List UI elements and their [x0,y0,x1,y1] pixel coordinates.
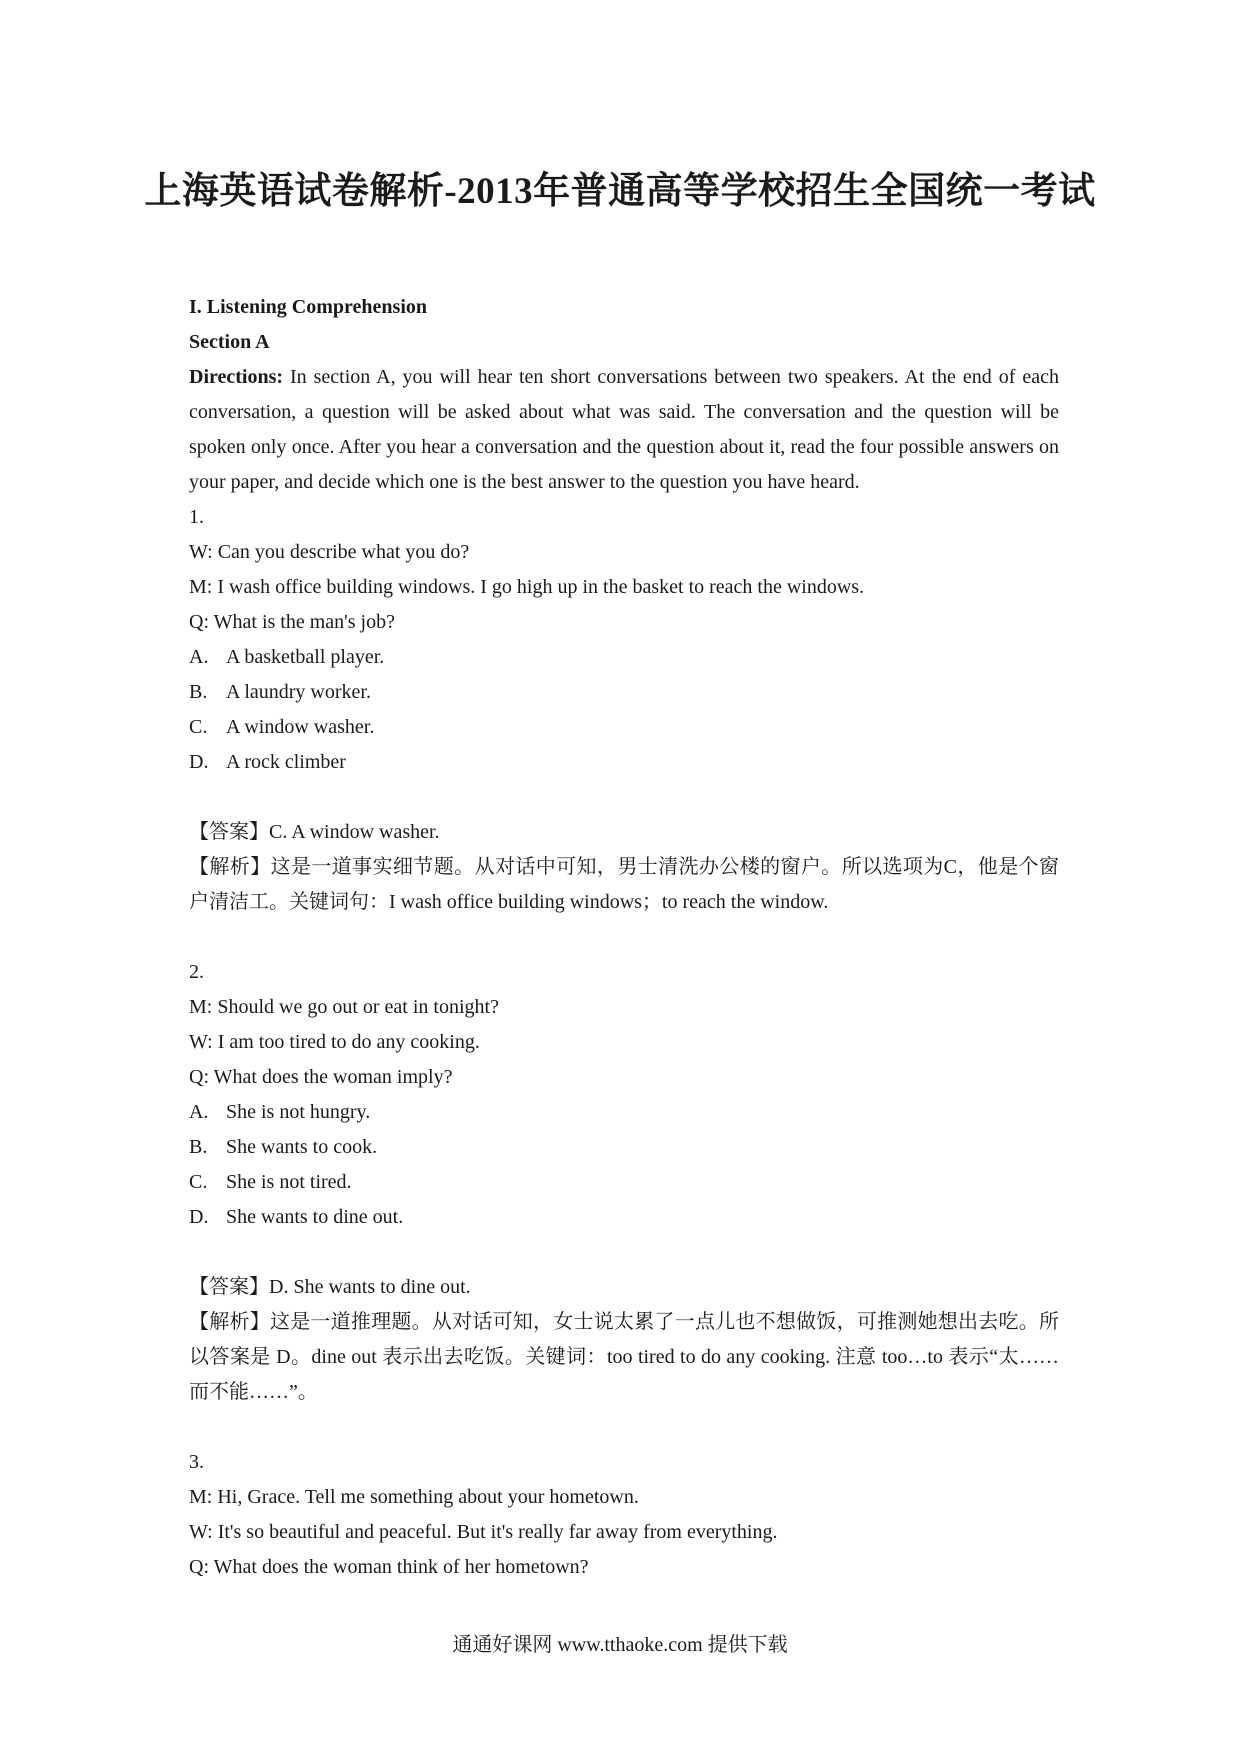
option-letter: A. [189,1101,209,1123]
answer-analysis: 【解析】这是一道推理题。从对话可知，女士说太累了一点儿也不想做饭，可推测她想出去吃。所以答案是 D。dine out 表示出去吃饭。关键词：too tired to do any cooking. 注意 too…to 表示“太……而不能……”。 [189,1311,1059,1403]
option-letter: C. [189,1171,208,1193]
question-line: Q: What does the woman think of her hometown? [189,1556,589,1578]
page-title: 上海英语试卷解析-2013年普通高等学校招生全国统一考试 [144,171,1096,212]
answer-key: 【答案】D. She wants to dine out. [189,1276,471,1298]
answer-option [189,1200,1059,1235]
dialogue-line: W: Can you describe what you do? [189,541,470,563]
option-text: She wants to dine out. [226,1206,404,1228]
dialogue-line: M: Should we go out or eat in tonight? [189,996,499,1018]
option-letter: D. [189,751,209,773]
spacer [189,920,1059,955]
directions-label: Directions: [189,366,284,388]
option-text: She wants to cook. [226,1136,378,1158]
dialogue-line: M: I wash office building windows. I go high up in the basket to reach the windows. [189,576,865,598]
answer-option [189,675,1059,710]
subsection-heading: Section A [189,331,270,353]
option-text: A basketball player. [226,646,385,668]
answer-option [189,640,1059,675]
page-footer: 通通好课网 www.tthaoke.com 提供下载 [452,1634,788,1656]
question-number: 3. [189,1451,204,1473]
dialogue-line: W: It's so beautiful and peaceful. But it's really far away from everything. [189,1521,778,1543]
document-body [189,290,1059,1585]
spacer [189,1410,1059,1445]
answer-option [189,1165,1059,1200]
directions-text: In section A, you will hear ten short conversations between two speakers. At the end of each conversation, a question will be asked about what was said. The conversation and the question will be spoken only once. After you hear a conversation and the question about it, read the four possible answers on your paper, and decide which one is the best answer to the question you have heard. [189,366,1059,493]
answer-option [189,745,1059,780]
section-heading: I. Listening Comprehension [189,296,428,318]
option-text: She is not hungry. [226,1101,371,1123]
answer-key: 【答案】C. A window washer. [189,821,440,843]
option-letter: B. [189,1136,208,1158]
answer-option [189,710,1059,745]
answer-option [189,1095,1059,1130]
option-letter: B. [189,681,208,703]
option-text: She is not tired. [226,1171,352,1193]
question-number: 1. [189,506,204,528]
directions-paragraph [189,360,1059,500]
spacer [189,1235,1059,1270]
question-line: Q: What does the woman imply? [189,1066,453,1088]
question-number: 2. [189,961,204,983]
answer-analysis: 【解析】这是一道事实细节题。从对话中可知，男士清洗办公楼的窗户。所以选项为C，他是个窗户清洁工。关键词句：I wash office building windows；to reach the window. [189,856,1059,913]
option-letter: D. [189,1206,209,1228]
dialogue-line: W: I am too tired to do any cooking. [189,1031,480,1053]
answer-option [189,1130,1059,1165]
option-text: A laundry worker. [226,681,371,703]
option-text: A rock climber [226,751,346,773]
option-letter: A. [189,646,209,668]
question-line: Q: What is the man's job? [189,611,395,633]
dialogue-line: M: Hi, Grace. Tell me something about your hometown. [189,1486,639,1508]
option-letter: C. [189,716,208,738]
spacer [189,780,1059,815]
option-text: A window washer. [226,716,375,738]
